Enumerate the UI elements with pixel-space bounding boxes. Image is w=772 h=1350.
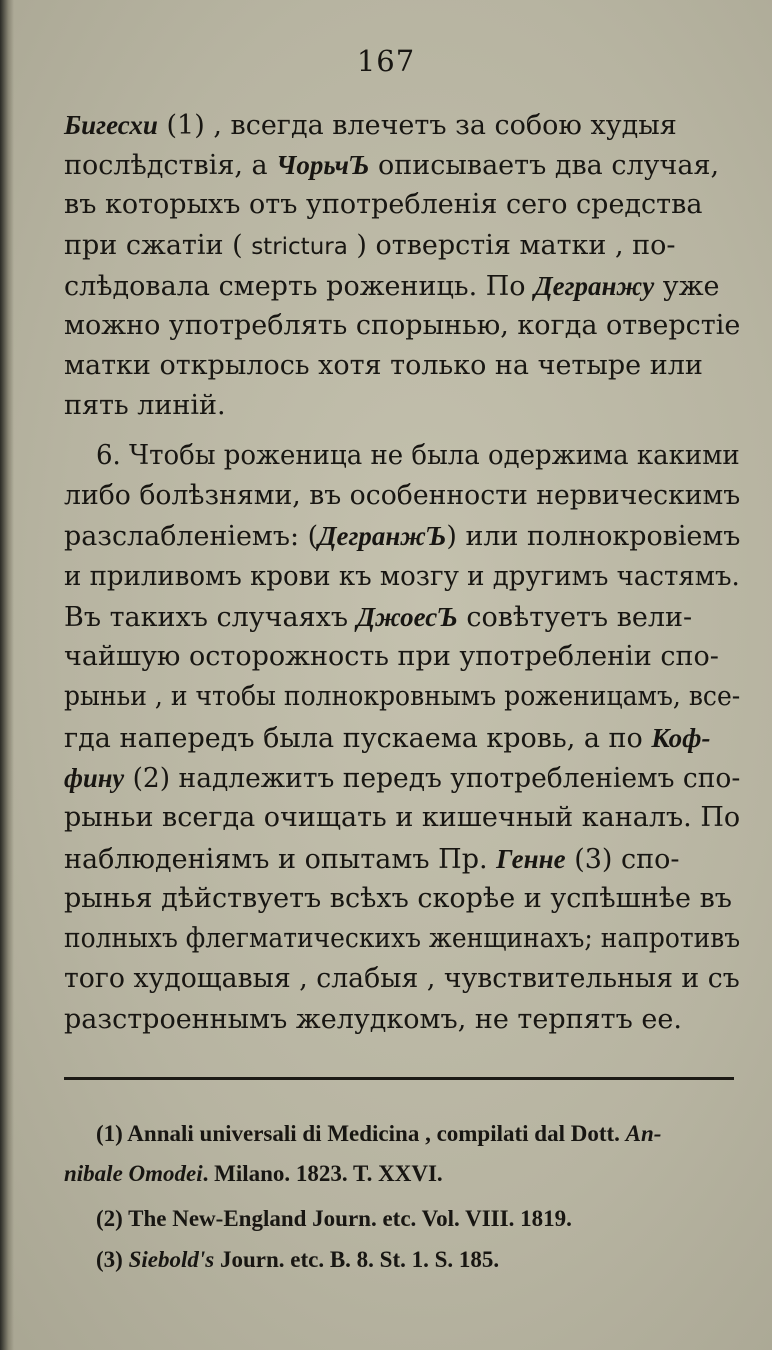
body-line: разслабленіемъ: (ДегранжЪ) или полнокровіемъ <box>64 521 741 552</box>
body-line: фину (2) надлежитъ передъ употребленіемъ спо- <box>64 763 741 794</box>
body-line: либо болѣзнями, въ особенности нервическимъ <box>64 480 741 511</box>
footnote-2: (2) The New-England Journ. etc. Vol. VIII. 1819. <box>96 1206 572 1231</box>
body-line: того худощавыя , слабыя , чувствительныя и съ <box>64 963 740 994</box>
body-line: 6. Чтобы роженица не была одержима какими <box>96 440 740 471</box>
body-line: Въ такихъ случаяхъ ДжоесЪ совѣтуетъ вели- <box>64 602 693 633</box>
body-line: чайшую осторожность при употребленіи спо- <box>64 641 719 672</box>
body-line: рыньи всегда очищать и кишечный каналъ. По <box>64 802 741 833</box>
footnote-1: (1) Annali universali di Medicina , compilati dal Dott. An- <box>96 1121 662 1146</box>
footnote-3: (3) Siebold's Journ. etc. B. 8. St. 1. S. 185. <box>96 1247 500 1272</box>
footnote-1-continued: nibale Omodei. Milano. 1823. T. XXVI. <box>64 1161 443 1186</box>
body-line: разстроеннымъ желудкомъ, не терпятъ ее. <box>64 1004 682 1035</box>
body-line: гда напередъ была пускаема кровь, а по Коф- <box>64 723 711 754</box>
body-line: Бигесхи (1) , всегда влечетъ за собою худыя <box>64 110 677 141</box>
body-line: и приливомъ крови къ мозгу и другимъ частямъ. <box>64 561 740 592</box>
body-line: полныхъ флегматическихъ женщинахъ; напротивъ <box>64 923 741 954</box>
body-line: въ которыхъ отъ употребленія сего средства <box>64 189 703 220</box>
body-line: пять линій. <box>64 390 226 421</box>
body-line: послѣдствія, а ЧорьчЪ описываетъ два случая, <box>64 150 720 181</box>
body-line: можно употреблять спорынью, когда отверстіе <box>64 310 741 341</box>
page-number: 167 <box>356 44 416 78</box>
body-line: рыньи , и чтобы полнокровнымъ роженицамъ, все- <box>64 681 741 712</box>
body-line: при сжатіи ( strictura ) отверстія матки , по- <box>64 230 676 261</box>
footnote-separator <box>64 1077 734 1080</box>
body-line: слѣдовала смерть рожениць. По Дегранжу уже <box>64 271 720 302</box>
page-edge-shadow <box>0 0 14 1350</box>
body-line: рынья дѣйствуетъ всѣхъ скорѣе и успѣшнѣе въ <box>64 883 732 914</box>
body-line: матки открылось хотя только на четыре или <box>64 350 703 381</box>
body-line: наблюденіямъ и опытамъ Пр. Генне (3) спо- <box>64 844 680 875</box>
